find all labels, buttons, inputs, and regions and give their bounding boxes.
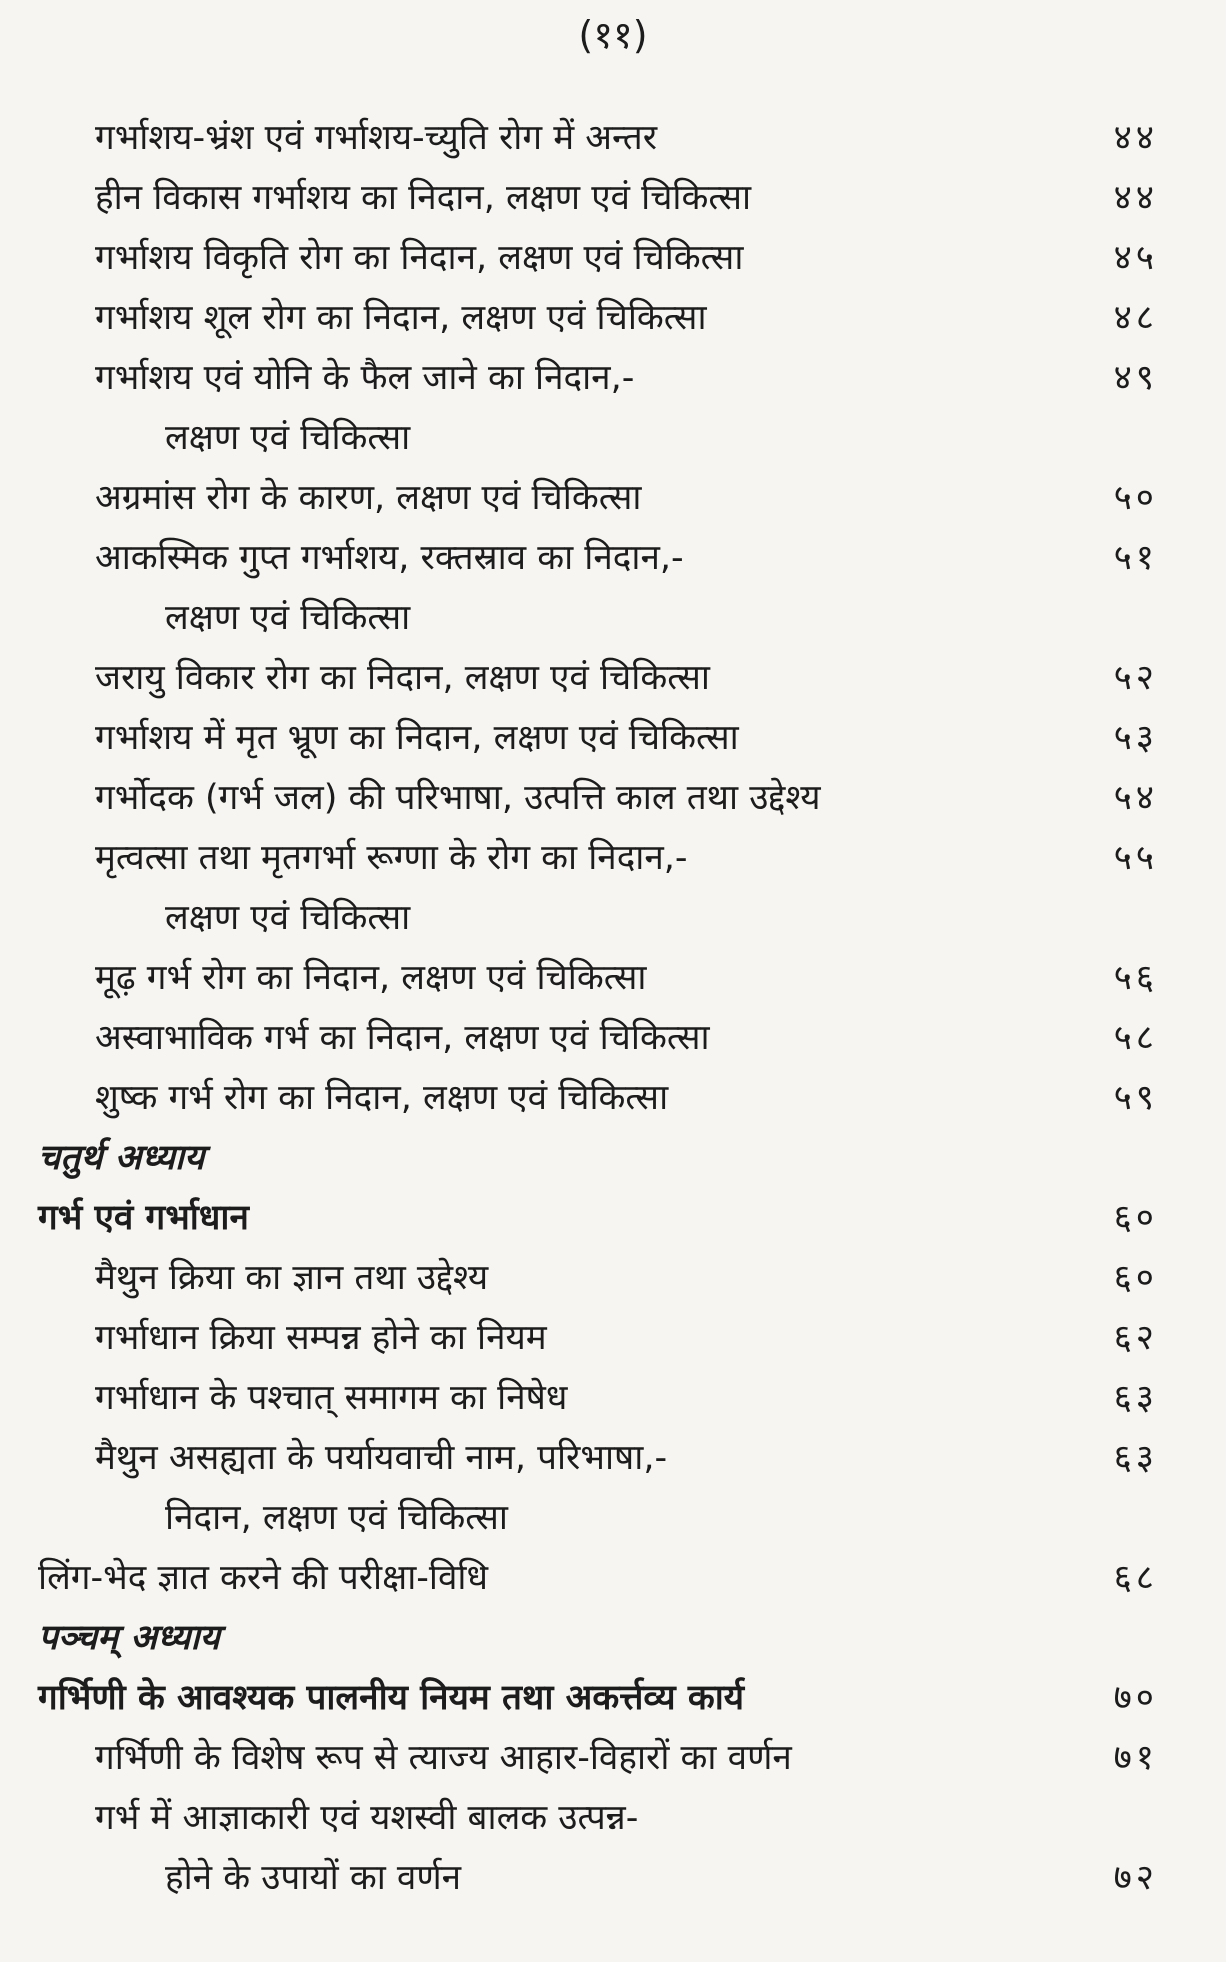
toc-row bbox=[0, 1068, 1226, 1128]
toc-entry-title: लक्षण एवं चिकित्सा bbox=[165, 418, 411, 458]
toc-entry-title: हीन विकास गर्भाशय का निदान, लक्षण एवं चिकित्सा bbox=[95, 178, 752, 218]
toc-row bbox=[0, 588, 1226, 648]
toc-row bbox=[0, 168, 1226, 228]
toc-entry-title: गर्भिणी के आवश्यक पालनीय नियम तथा अकर्त्तव्य कार्य bbox=[38, 1678, 745, 1718]
toc-page-number: ५२ bbox=[1113, 658, 1158, 698]
toc-row bbox=[0, 768, 1226, 828]
toc-entry-title: पञ्चम् अध्याय bbox=[38, 1618, 220, 1658]
toc-entry-title: गर्भ में आज्ञाकारी एवं यशस्वी बालक उत्पन्न- bbox=[95, 1798, 639, 1838]
toc-row bbox=[0, 1248, 1226, 1308]
toc-page-number: ४४ bbox=[1113, 178, 1158, 218]
toc-row bbox=[0, 1668, 1226, 1728]
toc-row bbox=[0, 1188, 1226, 1248]
toc-entry-title: अग्रमांस रोग के कारण, लक्षण एवं चिकित्सा bbox=[95, 478, 642, 518]
toc-page-number: ४९ bbox=[1113, 358, 1158, 398]
chapter-heading bbox=[0, 1128, 1226, 1188]
toc-row bbox=[0, 1308, 1226, 1368]
toc-row bbox=[0, 468, 1226, 528]
toc-entry-title: मैथुन क्रिया का ज्ञान तथा उद्देश्य bbox=[95, 1258, 489, 1298]
toc-entry-title: जरायु विकार रोग का निदान, लक्षण एवं चिकित्सा bbox=[95, 658, 710, 698]
toc-page-number: ५८ bbox=[1113, 1018, 1158, 1058]
toc-entry-title: गर्भाशय शूल रोग का निदान, लक्षण एवं चिकित्सा bbox=[95, 298, 707, 338]
toc-entry-title: लिंग-भेद ज्ञात करने की परीक्षा-विधि bbox=[38, 1558, 489, 1598]
toc-page-number: ४८ bbox=[1113, 298, 1158, 338]
chapter-heading bbox=[0, 1608, 1226, 1668]
toc-entry-title: मृत्वत्सा तथा मृतगर्भा रूग्णा के रोग का निदान,- bbox=[95, 838, 688, 878]
toc-entry-title: गर्भिणी के विशेष रूप से त्याज्य आहार-विहारों का वर्णन bbox=[95, 1738, 792, 1778]
toc-page-number: ५५ bbox=[1113, 838, 1158, 878]
toc-row bbox=[0, 528, 1226, 588]
toc-page-number: ४५ bbox=[1113, 238, 1158, 278]
toc-row bbox=[0, 1788, 1226, 1848]
toc-row bbox=[0, 1548, 1226, 1608]
toc-entry-title: गर्भोदक (गर्भ जल) की परिभाषा, उत्पत्ति काल तथा उद्देश्य bbox=[95, 778, 821, 818]
toc-row bbox=[0, 828, 1226, 888]
toc-page-number: ६३ bbox=[1113, 1438, 1158, 1478]
toc-entry-title: आकस्मिक गुप्त गर्भाशय, रक्तस्राव का निदान,- bbox=[95, 538, 684, 578]
toc-entry-title: गर्भ एवं गर्भाधान bbox=[38, 1198, 249, 1238]
toc-entry-title: गर्भाशय एवं योनि के फैल जाने का निदान,- bbox=[95, 358, 635, 398]
toc-page-number: ६२ bbox=[1113, 1318, 1158, 1358]
toc-entry-title: मूढ़ गर्भ रोग का निदान, लक्षण एवं चिकित्सा bbox=[95, 958, 647, 998]
toc-page-number: ७२ bbox=[1113, 1858, 1158, 1898]
toc-page-number: ५९ bbox=[1113, 1078, 1158, 1118]
toc-page-number: ६० bbox=[1113, 1198, 1158, 1238]
toc-entry-title: गर्भाधान के पश्चात् समागम का निषेध bbox=[95, 1378, 568, 1418]
toc-entry-title: लक्षण एवं चिकित्सा bbox=[165, 898, 411, 938]
toc-page-number: ६० bbox=[1113, 1258, 1158, 1298]
toc-row bbox=[0, 648, 1226, 708]
page-number-header: (११) bbox=[578, 13, 648, 57]
toc-page-number: ५३ bbox=[1113, 718, 1158, 758]
toc-entry-title: अस्वाभाविक गर्भ का निदान, लक्षण एवं चिकित्सा bbox=[95, 1018, 710, 1058]
toc-entry-title: गर्भाशय-भ्रंश एवं गर्भाशय-च्युति रोग में अन्तर bbox=[95, 118, 658, 158]
toc-row bbox=[0, 1008, 1226, 1068]
toc-row bbox=[0, 108, 1226, 168]
toc-page-number: ६३ bbox=[1113, 1378, 1158, 1418]
toc-page-number: ७० bbox=[1113, 1678, 1158, 1718]
toc-page-number: ७१ bbox=[1113, 1738, 1158, 1778]
toc-page-number: ५४ bbox=[1113, 778, 1158, 818]
toc-page-number: ५० bbox=[1113, 478, 1158, 518]
toc-row bbox=[0, 948, 1226, 1008]
toc-row bbox=[0, 288, 1226, 348]
toc-entry-title: गर्भाशय में मृत भ्रूण का निदान, लक्षण एवं चिकित्सा bbox=[95, 718, 739, 758]
toc-entry-title: निदान, लक्षण एवं चिकित्सा bbox=[165, 1498, 508, 1538]
toc-entry-title: मैथुन असह्यता के पर्यायवाची नाम, परिभाषा,- bbox=[95, 1438, 668, 1478]
toc-row bbox=[0, 708, 1226, 768]
toc-row bbox=[0, 408, 1226, 468]
toc-row bbox=[0, 1728, 1226, 1788]
toc-row bbox=[0, 888, 1226, 948]
toc-row bbox=[0, 1368, 1226, 1428]
toc-row bbox=[0, 348, 1226, 408]
toc-entry-title: चतुर्थ अध्याय bbox=[38, 1138, 205, 1178]
toc-row bbox=[0, 228, 1226, 288]
toc-entry-title: होने के उपायों का वर्णन bbox=[165, 1858, 462, 1898]
toc-entry-title: गर्भाधान क्रिया सम्पन्न होने का नियम bbox=[95, 1318, 547, 1358]
table-of-contents bbox=[0, 108, 1226, 1908]
toc-entry-title: लक्षण एवं चिकित्सा bbox=[165, 598, 411, 638]
toc-page-number: ४४ bbox=[1113, 118, 1158, 158]
toc-row bbox=[0, 1848, 1226, 1908]
toc-row bbox=[0, 1428, 1226, 1488]
toc-row bbox=[0, 1488, 1226, 1548]
toc-page-number: ६८ bbox=[1113, 1558, 1158, 1598]
toc-entry-title: गर्भाशय विकृति रोग का निदान, लक्षण एवं चिकित्सा bbox=[95, 238, 744, 278]
toc-page-number: ५६ bbox=[1113, 958, 1158, 998]
toc-page-number: ५१ bbox=[1113, 538, 1158, 578]
toc-entry-title: शुष्क गर्भ रोग का निदान, लक्षण एवं चिकित्सा bbox=[95, 1078, 669, 1118]
